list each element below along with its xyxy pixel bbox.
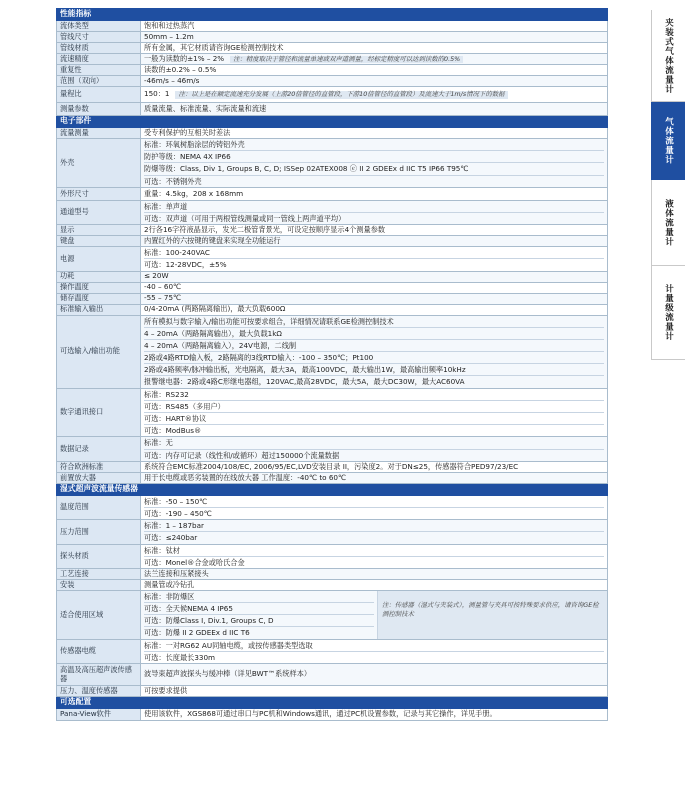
sub-line: 可选：不锈钢外壳 bbox=[144, 176, 202, 186]
sub-line: 可选：Monel®合金或哈氏合金 bbox=[144, 557, 245, 567]
section-options bbox=[57, 697, 608, 709]
row-value: -55 – 75℃ bbox=[141, 293, 608, 304]
section-title: 湿式超声波流量传感器 bbox=[57, 483, 608, 495]
row-value bbox=[141, 87, 608, 103]
row-label: 符合欧洲标准 bbox=[57, 461, 141, 472]
sub-line: 可选：RS485（多用户） bbox=[144, 401, 604, 413]
sidebar-tab-custody[interactable]: 计量级流量计 bbox=[651, 266, 685, 360]
row-value: 饱和和过热蒸汽 bbox=[141, 21, 608, 32]
sub-line: 标准：RS232 bbox=[144, 389, 604, 401]
row-value: -46m/s – 46m/s bbox=[141, 76, 608, 87]
row-value bbox=[141, 200, 608, 224]
row-value bbox=[141, 520, 608, 544]
row-value: -40 – 60℃ bbox=[141, 282, 608, 293]
row-value: 可按要求提供 bbox=[141, 686, 608, 697]
row-label: 数字通讯接口 bbox=[57, 388, 141, 437]
sub-line: 4 – 20mA（两路隔离输入），24V电源，二线制 bbox=[144, 340, 604, 352]
row-value: 0/4-20mA (两路隔离输出)，最大负载600Ω bbox=[141, 304, 608, 315]
row-label: 适合使用区域 bbox=[57, 590, 141, 639]
note: 注：精度取决于管径和流量单速或双声道测量，经标定精度可以达到读数的0.5% bbox=[230, 56, 463, 63]
value-text: 150：1 bbox=[144, 89, 170, 99]
row-label: 通道型号 bbox=[57, 200, 141, 224]
row-label: 电源 bbox=[57, 247, 141, 271]
category-sidebar bbox=[651, 10, 685, 360]
sub-line: 2路或4路频率/脉冲输出板，光电隔离，最大3A，最高100VDC，最大输出1W，最高输出频率10kHz bbox=[144, 364, 604, 376]
row-value: 2行各16字符液晶显示，发光二极管背景光，可设定按顺序显示4个测量参数 bbox=[141, 225, 608, 236]
sidebar-tab-liquid[interactable]: 液体流量计 bbox=[651, 180, 685, 266]
row-value: 读数的±0.2% – 0.5% bbox=[141, 65, 608, 76]
area-layout bbox=[141, 591, 607, 639]
sub-line: 报警继电器：2路或4路C形继电器组，120VAC,最高28VDC，最大5A，最大DC30W，最大AC60VA bbox=[144, 377, 465, 387]
sub-line: 可选：-190 – 450℃ bbox=[144, 508, 212, 518]
row-label: 流量测量 bbox=[57, 128, 141, 139]
row-value: 使用该软件，XGS868可通过串口与PC机和Windows通讯，通过PC机设置参数，记录与其它操作，详见手册。 bbox=[141, 709, 608, 721]
row-label: 可选输入/输出功能 bbox=[57, 315, 141, 388]
value-text: 一般为读数的±1% – 2% bbox=[144, 53, 225, 63]
sub-line: 标准：无 bbox=[144, 437, 604, 449]
row-value: 内置红外的六按键的键盘来实现全功能运行 bbox=[141, 236, 608, 247]
sub-line: 标准：1 – 187bar bbox=[144, 520, 604, 532]
note: 注：以上是在额定流速充分发展（上游20倍管径的直管段，下游10倍管径的直管段）及流速大于1m/s情况下的数据 bbox=[175, 91, 507, 98]
row-value: 50mm – 1.2m bbox=[141, 32, 608, 43]
sub-line: 可选：≤240bar bbox=[144, 533, 198, 543]
sub-line: 可选：长度最长330m bbox=[144, 652, 216, 662]
row-value: 系统符合EMC标准2004/108/EC, 2006/95/EC,LVD安装目录 II，污染度2。对于DN≤25，传感器符合PED97/23/EC bbox=[141, 461, 608, 472]
sub-line: 可选：双声道（可用于两根管线测量或同一管线上两声道平均） bbox=[144, 213, 346, 223]
row-label: Pana-View软件 bbox=[57, 709, 141, 721]
row-label: 探头材质 bbox=[57, 544, 141, 568]
row-value: 质量流量、标准流量、实际流量和流速 bbox=[141, 103, 608, 116]
sub-line: 2路或4路RTD输入板，2路隔离的3线RTD输入：-100 – 350℃；Pt100 bbox=[144, 352, 604, 364]
section-transducer bbox=[57, 483, 608, 495]
row-value bbox=[141, 315, 608, 388]
row-label: 高温及高压超声波传感器 bbox=[57, 664, 141, 686]
sub-line: 可选：12-28VDC，±5% bbox=[144, 260, 227, 270]
row-label: 流体类型 bbox=[57, 21, 141, 32]
row-label: 前置放大器 bbox=[57, 472, 141, 483]
row-label: 管线材质 bbox=[57, 43, 141, 54]
row-label: 安装 bbox=[57, 579, 141, 590]
sub-line: 可选：防爆 II 2 GDEEx d IIC T6 bbox=[144, 628, 250, 638]
sub-line: 标准：100-240VAC bbox=[144, 247, 604, 259]
row-label: 测量参数 bbox=[57, 103, 141, 116]
sub-line: 可选：HART®协议 bbox=[144, 413, 604, 425]
row-label: 显示 bbox=[57, 225, 141, 236]
row-value: 测量管或冷钻孔 bbox=[141, 579, 608, 590]
row-value bbox=[141, 495, 608, 519]
section-title: 性能指标 bbox=[57, 9, 608, 21]
row-label: 功耗 bbox=[57, 271, 141, 282]
row-value bbox=[141, 544, 608, 568]
row-label: 温度范围 bbox=[57, 495, 141, 519]
sidebar-tab-clamp-on-gas[interactable]: 夹装式气体流量计 bbox=[651, 10, 685, 102]
sub-line: 所有模拟与数字输入/输出功能可按要求组合，详细情况请联系GE检测控制技术 bbox=[144, 316, 604, 328]
section-title: 可选配置 bbox=[57, 697, 608, 709]
row-label: 范围（双向） bbox=[57, 76, 141, 87]
row-value bbox=[141, 590, 608, 639]
row-value: 所有金属，其它材质请咨询GE检测控制技术 bbox=[141, 43, 608, 54]
row-value: 受专利保护的互相关时差法 bbox=[141, 128, 608, 139]
section-electronics bbox=[57, 116, 608, 128]
row-label: 操作温度 bbox=[57, 282, 141, 293]
row-value: 用于长电缆或恶劣装置的在线放大器 工作温度：-40℃ to 60℃ bbox=[141, 472, 608, 483]
sub-line: 4 – 20mA（两路隔离输出），最大负载1kΩ bbox=[144, 328, 604, 340]
row-value: ≤ 20W bbox=[141, 271, 608, 282]
row-value bbox=[141, 54, 608, 65]
sub-line: 防护等级：NEMA 4X IP66 bbox=[144, 151, 604, 163]
sub-line: 标准：单声道 bbox=[144, 201, 604, 213]
sub-line: 标准：-50 – 150℃ bbox=[144, 496, 604, 508]
row-value bbox=[141, 388, 608, 437]
row-label: 数据记录 bbox=[57, 437, 141, 461]
spec-sheet bbox=[56, 8, 608, 721]
row-label: 流速精度 bbox=[57, 54, 141, 65]
row-label: 量程比 bbox=[57, 87, 141, 103]
sub-line: 可选：内存可记录（线性和/或循环）超过150000个流量数据 bbox=[144, 450, 340, 460]
row-value: 法兰连接和压紧接头 bbox=[141, 568, 608, 579]
row-value: 波导束超声波探头与缓冲棒（详见BWT™系统样本） bbox=[141, 664, 608, 686]
section-title: 电子部件 bbox=[57, 116, 608, 128]
row-label: 外形尺寸 bbox=[57, 187, 141, 200]
row-value bbox=[141, 139, 608, 188]
sub-line: 标准：一对RG62 AU同轴电缆，或按传感器类型选取 bbox=[144, 640, 604, 652]
row-label: 键盘 bbox=[57, 236, 141, 247]
row-label: 压力、温度传感器 bbox=[57, 686, 141, 697]
row-label: 重复性 bbox=[57, 65, 141, 76]
sub-line: 标准：环氧树脂涂层的铸铝外壳 bbox=[144, 139, 604, 151]
row-label: 标准输入输出 bbox=[57, 304, 141, 315]
row-label: 传感器电缆 bbox=[57, 639, 141, 663]
row-label: 管线尺寸 bbox=[57, 32, 141, 43]
note: 注：传感器（湿式与夹装式），测量管与夹具可按特殊要求供应，请咨询GE检测控制技术 bbox=[377, 591, 607, 639]
sub-line: 标准：钛材 bbox=[144, 545, 604, 557]
area-lines bbox=[141, 591, 377, 639]
row-label: 外壳 bbox=[57, 139, 141, 188]
section-performance bbox=[57, 9, 608, 21]
sub-line: 标准：非防爆区 bbox=[144, 591, 374, 603]
sidebar-tab-gas[interactable]: 气体流量计 bbox=[651, 102, 685, 180]
sub-line: 可选：全天候NEMA 4 IP65 bbox=[144, 603, 374, 615]
sub-line: 防爆等级：Class, Div 1, Groups B, C, D; ISSep 02ATEX008 ⓔ II 2 GDEEx d IIC T5 IP66 T95℃ bbox=[144, 163, 604, 175]
sub-line: 可选：ModBus® bbox=[144, 426, 202, 436]
row-value bbox=[141, 639, 608, 663]
row-value: 重量：4.5kg，208 x 168mm bbox=[141, 187, 608, 200]
row-label: 储存温度 bbox=[57, 293, 141, 304]
row-value bbox=[141, 247, 608, 271]
row-label: 压力范围 bbox=[57, 520, 141, 544]
spec-table bbox=[56, 8, 608, 721]
row-value bbox=[141, 437, 608, 461]
sub-line: 可选：防爆Class I, Div.1, Groups C, D bbox=[144, 615, 374, 627]
row-label: 工艺连接 bbox=[57, 568, 141, 579]
